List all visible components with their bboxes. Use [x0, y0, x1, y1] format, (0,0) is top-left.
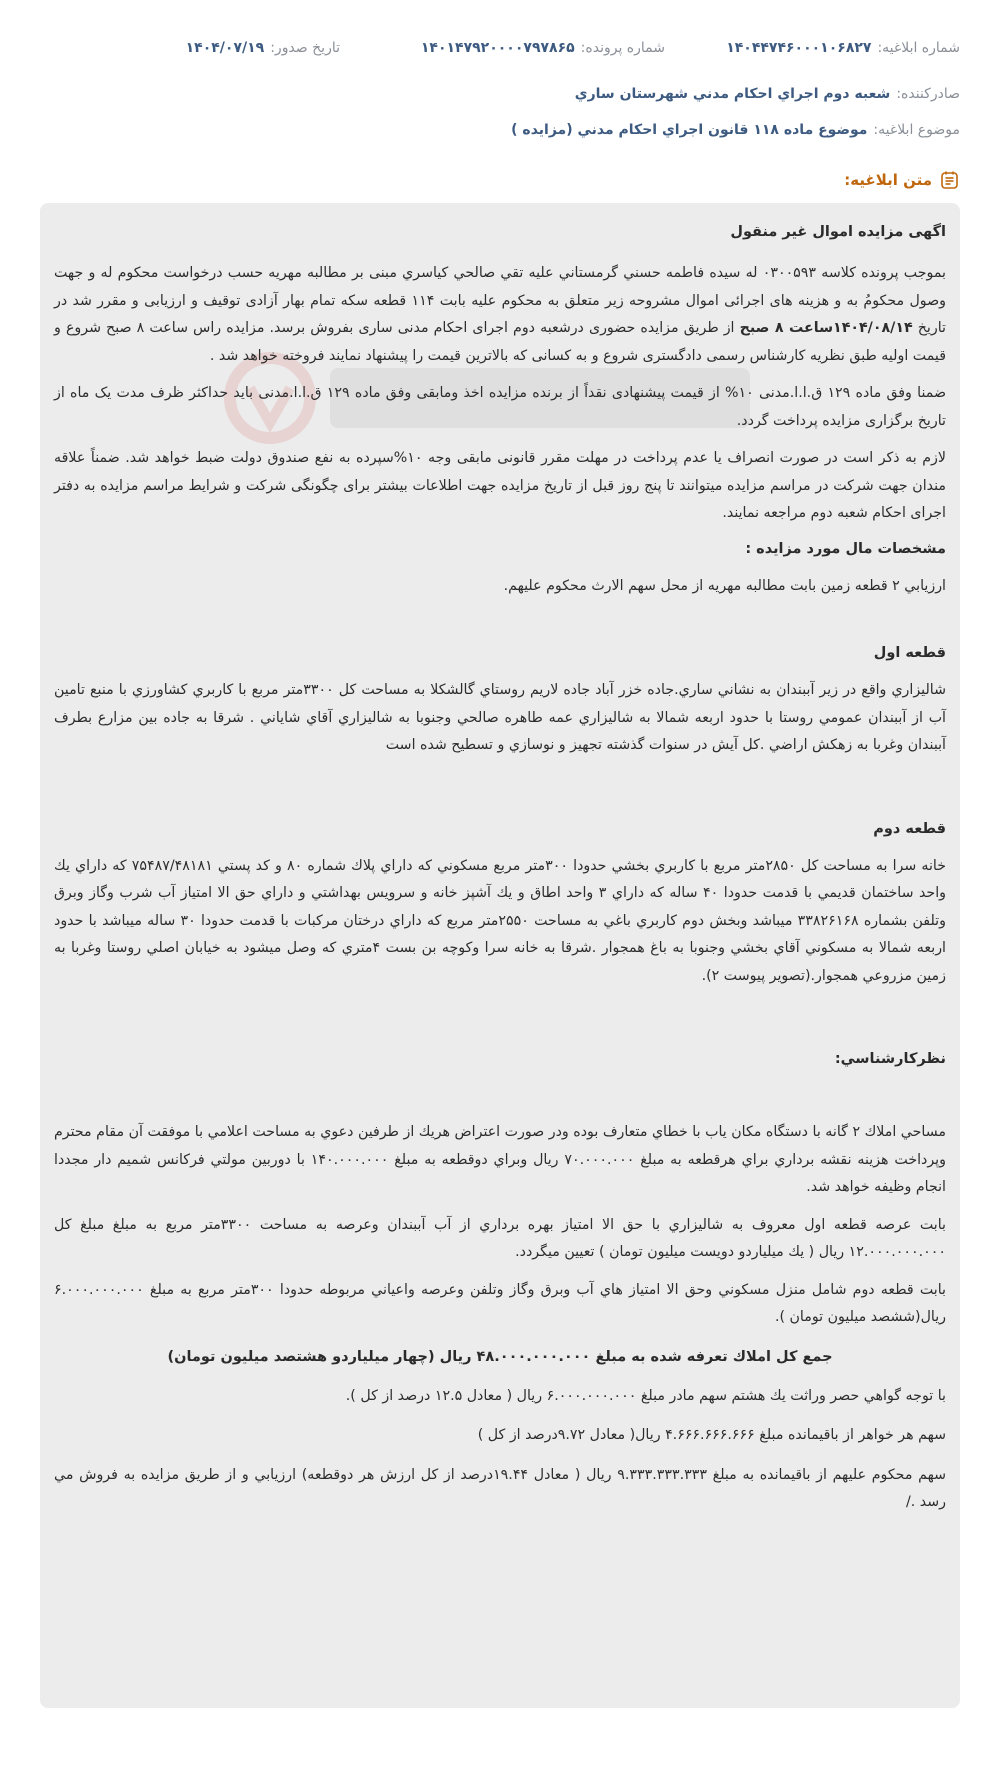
issue-date: ۱۴۰۴/۰۷/۱۹	[185, 40, 265, 56]
plot2-heading: قطعه دوم	[873, 820, 946, 837]
plot2-text: خانه سرا به مساحت كل ۲۸۵۰متر مربع با كاربري بخشي حدودا ۳۰۰متر مربع مسكوني كه داراي پلاك شماره ۸۰ و كد پستي ۷۵۴۸۷/۴۸۱۸۱ كه داراي يك واحد ساختمان قديمي با قدمت حدودا ۴۰ ساله كه داراي ۳ واحد اطاق و يك آشپز خانه و سرويس بهداشتي و داراي حق الا امتياز آب شرب وگاز وبرق وتلفن بشماره ۳۳۸۲۶۱۶۸ ميباشد وبخش دوم كاربري باغي به مساحت ۲۵۵۰متر مربع كه داراي درختان مركبات با قدمت حدودا ۳۰ ساله ميباشد با حدود اربعه شمالا به مسكوني آقاي بخشي وجنوبا به باغ همجوار .شرقا به خانه سرا وكوچه بن بست ۴متري كه وصل ميشود به خيابان اصلي روستا وغربا به زمين مزروعي همجوار.(تصوير پيوست ۲).	[54, 857, 946, 984]
share-mother: با توجه گواهي حصر وراثت يك هشتم سهم مادر مبلغ ۶.۰۰۰.۰۰۰.۰۰۰ ريال ( معادل ۱۲.۵ درصد از كل ).	[345, 1387, 946, 1404]
notice-text-title	[844, 170, 960, 190]
plot1-text: شاليزاري واقع در زير آببندان به نشاني ساري.جاده خزر آباد جاده لاريم روستاي گالشكلا به مساحت كل ۳۳۰۰متر مربع با كاربري كشاورزي با منبع تامين آب از آببندان عمومي روستا با حدود اربعه شمالا به شاليزاري عمه طاهره صالحي وجنوبا به شاليزاري آقاي شاياني . شرقا به جاده بين مزارع بطرف آببندان وغربا به زهكش اراضي .كل آيش در سنوات گذشته تجهيز و نوسازي و تسطيح شده است	[54, 682, 946, 753]
issuer-label: صادرکننده:	[896, 86, 960, 102]
notice-number-group	[726, 40, 960, 56]
notice-text-title-label: متن ابلاغيه:	[844, 171, 932, 189]
notice-number-label: شماره ابلاغيه:	[877, 40, 960, 56]
notice-heading: اگهی مزایده اموال غیر منقول	[730, 224, 946, 240]
document-icon	[940, 170, 960, 190]
case-number-label: شماره پرونده:	[580, 40, 665, 56]
case-number-group	[421, 40, 665, 56]
notice-number: ۱۴۰۴۴۷۴۶۰۰۰۱۰۶۸۲۷	[726, 40, 872, 56]
notice-body-panel	[40, 203, 960, 1708]
auction-date: ۱۴۰۴/۰۸/۱۴ساعت ۸ صبح	[739, 320, 913, 336]
issue-date-group	[186, 40, 340, 56]
specs-text: ارزيابي ۲ قطعه زمين بابت مطالبه مهريه از محل سهم الارث محكوم عليهم.	[503, 577, 946, 594]
specs-heading: مشخصات مال مورد مزایده :	[745, 540, 946, 557]
plot1-heading: قطعه اول	[873, 645, 946, 661]
expert-heading: نظركارشناسي:	[834, 1051, 946, 1067]
paragraph-conditions: لازم به ذکر است در صورت انصراف یا عدم پرداخت در مهلت مقرر قانونی مابقی وجه ۱۰%سپرده به نفع صندوق دولت ضبط خواهد شد. ضمناً علاقه مندان جهت شرکت در مراسم مزایده میتوانند تا پنج روز قبل از تاریخ مزایده جهت اطلاعات بیشتر برای چگونگی شرکت و شرایط مراسم مزایده به دفتر اجرای احکام شعبه دوم مراجعه نمایند.	[54, 450, 946, 521]
expert-plot1-value: بابت عرصه قطعه اول معروف به شاليزاري با حق الا امتياز بهره برداري از آب آببندان وعرصه به مساحت ۳۳۰۰متر مربع به مبلغ مبلغ كل ۱۲.۰۰۰.۰۰۰.۰۰۰ ريال ( يك ميلياردو دويست ميليون تومان ) تعيين ميگردد.	[54, 1216, 946, 1260]
issue-date-label: تاريخ صدور:	[270, 40, 340, 56]
subject-label: موضوع ابلاغيه:	[873, 122, 960, 138]
paragraph-intro: بموجب پرونده کلاسه ۰۳۰۰۵۹۳ له سیده فاطمه حسني گرمستاني عليه تقي صالحي كياسري مبنی بر مطالبه مهریه حسب درخواست محکوم له و جهت وصول محکومُ به و هزینه های اجرائی اموال مشروحه زیر متعلق به محکوم علیه بابت ۱۱۴ قطعه سکه تمام بهار آزادی توقیف و ارزیابی و مقرر شد در تاریخ ۱۴۰۴/۰۸/۱۴ساعت ۸ صبح از طریق مزایده حضوری درشعبه دوم اجرای احکام مدنی ساری بفروش برسد. مزایده راس ساعت ۸ صبح شروع و قیمت اولیه طبق نظریه کارشناس رسمی دادگستری شروع و به کسانی که بالاترین قیمت را پیشنهاد نمایند فروخته خواهد شد .	[54, 265, 946, 364]
subject-row	[40, 122, 960, 138]
case-number: ۱۴۰۱۴۷۹۲۰۰۰۰۷۹۷۸۶۵	[420, 40, 575, 56]
share-defendants: سهم محكوم عليهم از باقيمانده به مبلغ ۹.۳۳۳.۳۳۳.۳۳۳ ريال ( معادل ۱۹.۴۴درصد از كل ارزش هر دوقطعه) ارزيابي و از طريق مزايده به فروش مي رسد ./	[54, 1466, 946, 1510]
expert-survey-text: مساحي املاك ۲ گانه با دستگاه مكان ياب با خطاي متعارف بوده ودر صورت اعتراض هريك از طرفين دعوي به مساحت اعلامي با موفقت آن مقام محترم وپرداخت هزينه نقشه برداري براي هرقطعه به مبلغ ۷۰.۰۰۰.۰۰۰ ريال وبراي دوقطعه به مبلغ ۱۴۰.۰۰۰.۰۰۰ با دوربين مولتي فركانس شميم دار مجددا انجام وظيفه خواهد شد.	[54, 1124, 946, 1195]
paragraph-payment: ضمنا وفق ماده ۱۲۹ ق.ا.ا.مدنی ۱۰% از قیمت پیشنهادی نقداً از برنده مزایده اخذ ومابقی وفق ماده ۱۲۹ ق.ا.ا.مدنی باید حداکثر ظرف مدت یک ماه از تاریخ برگزاری مزایده پرداخت گردد.	[54, 385, 946, 429]
share-sister: سهم هر خواهر از باقيمانده مبلغ ۴.۶۶۶.۶۶۶.۶۶۶ ريال( معادل ۹.۷۲درصد از كل )	[477, 1427, 946, 1443]
issuer-row	[40, 86, 960, 102]
expert-plot2-value: بابت قطعه دوم شامل منزل مسكوني وحق الا امتياز هاي آب وبرق وگاز وتلفن وعرصه واعياني مربوطه حدودا ۳۰۰متر مربع به مبلغ ۶.۰۰۰.۰۰۰.۰۰۰ ريال(ششصد ميليون تومان ).	[54, 1281, 947, 1325]
total-value-line: جمع كل املاك تعرفه شده به مبلغ ۴۸.۰۰۰.۰۰۰.۰۰۰ ريال (چهار ميلياردو هشتصد ميليون تومان)	[167, 1348, 833, 1365]
issuer: شعبه دوم اجراي احكام مدني شهرستان ساري	[574, 86, 891, 102]
subject: موضوع ماده ۱۱۸ قانون اجراي احكام مدني (مزايده )	[511, 122, 868, 138]
